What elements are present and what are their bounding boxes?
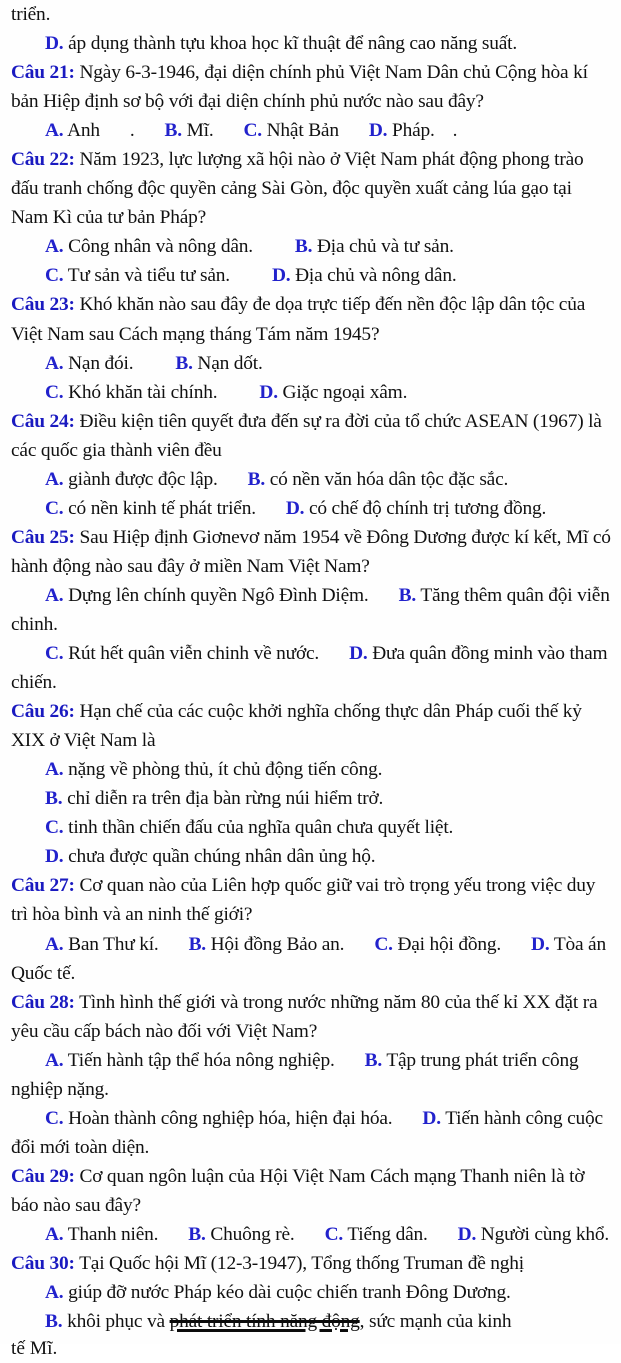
orphan-option-row <box>11 29 613 58</box>
option-row <box>11 465 613 494</box>
question-stem <box>11 145 613 232</box>
option-text-c: có nền kinh tế phát triển. <box>68 497 256 519</box>
option-row <box>11 1220 613 1249</box>
option-text-b-after: , sức mạnh của kinh <box>359 1311 512 1333</box>
option-label-d: D. <box>422 1107 441 1129</box>
option-label-a: A. <box>45 933 64 955</box>
option-text-b: Địa chủ và tư sản. <box>316 236 454 258</box>
option-text-c: Tư sản và tiểu tư sản. <box>67 265 230 287</box>
option-label-d: D. <box>259 381 278 403</box>
question-label: Câu 24: <box>11 410 75 432</box>
continuation-text: triển. <box>11 4 51 25</box>
option-text-a: Thanh niên. <box>67 1223 159 1245</box>
option-text-b: có nền văn hóa dân tộc đặc sắc. <box>269 468 509 490</box>
option-text-c: tinh thần chiến đấu của nghĩa quân chưa quyết liệt. <box>68 817 454 839</box>
option-label-c: C. <box>45 265 64 287</box>
option-label-d: D. <box>531 933 550 955</box>
option-text-c: Khó khăn tài chính. <box>68 381 218 403</box>
question-text: Tình hình thế giới và trong nước những năm 80 của thế kỉ XX đặt ra yêu cầu cấp bách nào đối với Việt Nam? <box>11 991 598 1042</box>
question-label: Câu 21: <box>11 62 75 84</box>
continuation-line <box>11 0 613 29</box>
question-stem <box>11 407 613 465</box>
option-text-c: Rút hết quân viễn chinh về nước. <box>68 643 320 665</box>
question-text: Năm 1923, lực lượng xã hội nào ở Việt Nam phát động phong trào đấu tranh chống độc quyền cảng Sài Gòn, độc quyền xuất cảng lúa gạo tại Nam Kì của tư bản Pháp? <box>11 149 584 229</box>
question-text: Điều kiện tiên quyết đưa đến sự ra đời của tổ chức ASEAN (1967) là các quốc gia thành viên đều <box>11 410 602 461</box>
option-label-c: C. <box>45 643 64 665</box>
option-text-a: giúp đỡ nước Pháp kéo dài cuộc chiến tranh Đông Dương. <box>68 1282 511 1304</box>
option-row <box>11 842 613 871</box>
option-text-d: Đưa quân đồng minh vào tham chiến. <box>11 643 608 694</box>
option-label-d: D. <box>285 497 305 519</box>
option-label-b: B. <box>45 788 63 810</box>
question-text: Cơ quan ngôn luận của Hội Việt Nam Cách mạng Thanh niên là tờ báo nào sau đây? <box>11 1165 585 1216</box>
option-text-a: Công nhân và nông dân. <box>68 236 253 258</box>
option-label-b: B. <box>175 352 193 374</box>
option-row <box>11 1046 613 1104</box>
question-label: Câu 30: <box>11 1253 75 1275</box>
stray-mark: . <box>452 120 458 142</box>
option-label-d: D. <box>45 33 64 55</box>
option-label-b: B. <box>247 468 266 490</box>
option-label-b: B. <box>364 1049 383 1071</box>
option-label-b: B. <box>188 933 206 955</box>
option-row <box>11 755 613 784</box>
question-stem <box>11 1249 613 1278</box>
option-text-b: Tập trung phát triển công nghiệp nặng. <box>11 1049 579 1100</box>
option-text-a: giành được độc lập. <box>68 468 218 490</box>
option-text-d: Pháp. <box>391 120 435 142</box>
option-text-d: có chế độ chính trị tương đồng. <box>308 497 547 519</box>
option-label-a: A. <box>45 468 64 490</box>
question-label: Câu 22: <box>11 149 75 171</box>
exam-body <box>11 0 613 1336</box>
option-label-b: B. <box>45 1311 63 1333</box>
option-label-a: A. <box>45 1223 64 1245</box>
question-text: Hạn chế của các cuộc khởi nghĩa chống thực dân Pháp cuối thế kỷ XIX ở Việt Nam là <box>11 701 582 752</box>
option-text-b: Mĩ. <box>186 120 214 142</box>
question-label: Câu 28: <box>11 991 75 1013</box>
option-row <box>11 261 613 290</box>
question-stem <box>11 697 613 755</box>
option-label-c: C. <box>243 120 262 142</box>
option-label-d: D. <box>45 846 64 868</box>
option-row <box>11 232 613 261</box>
option-label-a: A. <box>45 1049 64 1071</box>
option-text-d: chưa được quần chúng nhân dân ủng hộ. <box>68 846 376 868</box>
option-text-a: Nạn đói. <box>68 352 134 374</box>
clipped-bottom-text: tế Mĩ. <box>11 1338 58 1359</box>
option-row <box>11 1307 613 1336</box>
option-text-b: chỉ diễn ra trên địa bàn rừng núi hiểm trở. <box>67 788 384 810</box>
question-stem <box>11 1162 613 1220</box>
option-row <box>11 813 613 842</box>
question-text: Sau Hiệp định Giơnevơ năm 1954 về Đông Dương được kí kết, Mĩ có hành động nào sau đây ở miền Nam Việt Nam? <box>11 526 611 577</box>
stray-mark: . <box>129 120 135 142</box>
clipped-bottom-line <box>11 1334 613 1359</box>
option-text-c: Nhật Bản <box>266 120 339 142</box>
option-text-d: Giặc ngoại xâm. <box>282 381 408 403</box>
question-label: Câu 26: <box>11 701 75 723</box>
option-label-d: D. <box>457 1223 477 1245</box>
option-text-d: Tòa án Quốc tế. <box>11 933 606 984</box>
option-label-d: D. <box>271 265 291 287</box>
option-label-c: C. <box>45 497 64 519</box>
option-row <box>11 784 613 813</box>
option-text-a: Anh <box>67 120 100 142</box>
option-label-c: C. <box>45 1107 64 1129</box>
option-text-d: Tiến hành công cuộc đổi mới toàn diện. <box>11 1107 603 1158</box>
strikethrough-annotation: phát triển tính năng động <box>169 1311 360 1333</box>
question-label: Câu 23: <box>11 294 75 316</box>
option-text-b: Nạn dốt. <box>197 352 263 374</box>
question-stem <box>11 871 613 929</box>
option-label-a: A. <box>45 759 64 781</box>
option-label-d: D. <box>349 643 368 665</box>
question-stem <box>11 58 613 116</box>
option-row <box>11 494 613 523</box>
question-text: Tại Quốc hội Mĩ (12-3-1947), Tổng thống Truman đề nghị <box>79 1253 524 1275</box>
option-text-c: Hoàn thành công nghiệp hóa, hiện đại hóa. <box>68 1107 393 1129</box>
option-label-b: B. <box>294 236 313 258</box>
option-text-a: nặng về phòng thủ, ít chủ động tiến công. <box>68 759 383 781</box>
option-row <box>11 1278 613 1307</box>
option-text-a: Ban Thư kí. <box>68 933 159 955</box>
option-label-c: C. <box>45 817 64 839</box>
option-label-a: A. <box>45 584 64 606</box>
option-label-c: C. <box>374 933 393 955</box>
option-text-d: Người cùng khổ. <box>480 1223 610 1245</box>
option-text-b: Tăng thêm quân đội viễn chinh. <box>11 584 610 635</box>
question-stem <box>11 290 613 348</box>
option-label-c: C. <box>324 1223 344 1245</box>
option-row <box>11 930 613 988</box>
option-row <box>11 581 613 639</box>
option-row <box>11 349 613 378</box>
option-text-b: Hội đồng Bảo an. <box>210 933 345 955</box>
question-label: Câu 25: <box>11 526 75 548</box>
option-label-a: A. <box>45 236 64 258</box>
option-row <box>11 116 613 145</box>
option-row <box>11 1104 613 1162</box>
option-text-a: Tiến hành tập thể hóa nông nghiệp. <box>67 1049 335 1071</box>
option-text-c: Đại hội đồng. <box>397 933 502 955</box>
option-label-b: B. <box>188 1223 206 1245</box>
option-text-a: Dựng lên chính quyền Ngô Đình Diệm. <box>68 584 369 606</box>
option-text-c: Tiếng dân. <box>347 1223 428 1245</box>
question-stem <box>11 988 613 1046</box>
question-stem <box>11 523 613 581</box>
option-label-c: C. <box>45 381 64 403</box>
option-row <box>11 639 613 697</box>
question-label: Câu 29: <box>11 1165 75 1187</box>
option-text-b-before: khôi phục và <box>67 1311 170 1333</box>
option-label-a: A. <box>45 1282 64 1304</box>
option-label-a: A. <box>45 352 64 374</box>
question-text: Cơ quan nào của Liên hợp quốc giữ vai trò trọng yếu trong việc duy trì hòa bình và an ninh thế giới? <box>11 875 596 926</box>
option-label-a: A. <box>45 120 64 142</box>
option-row <box>11 378 613 407</box>
question-text: Ngày 6-3-1946, đại diện chính phủ Việt Nam Dân chủ Cộng hòa kí bản Hiệp định sơ bộ với đại diện chính phủ nước nào sau đây? <box>11 62 588 113</box>
option-text-d: Địa chủ và nông dân. <box>295 265 457 287</box>
option-text-d: áp dụng thành tựu khoa học kĩ thuật để nâng cao năng suất. <box>68 33 518 55</box>
option-text-b: Chuông rè. <box>210 1223 295 1245</box>
option-label-b: B. <box>398 584 416 606</box>
option-label-b: B. <box>164 120 182 142</box>
option-label-d: D. <box>368 120 388 142</box>
question-text: Khó khăn nào sau đây đe dọa trực tiếp đến nền độc lập dân tộc của Việt Nam sau Cách mạng tháng Tám năm 1945? <box>11 294 586 345</box>
question-label: Câu 27: <box>11 875 75 897</box>
